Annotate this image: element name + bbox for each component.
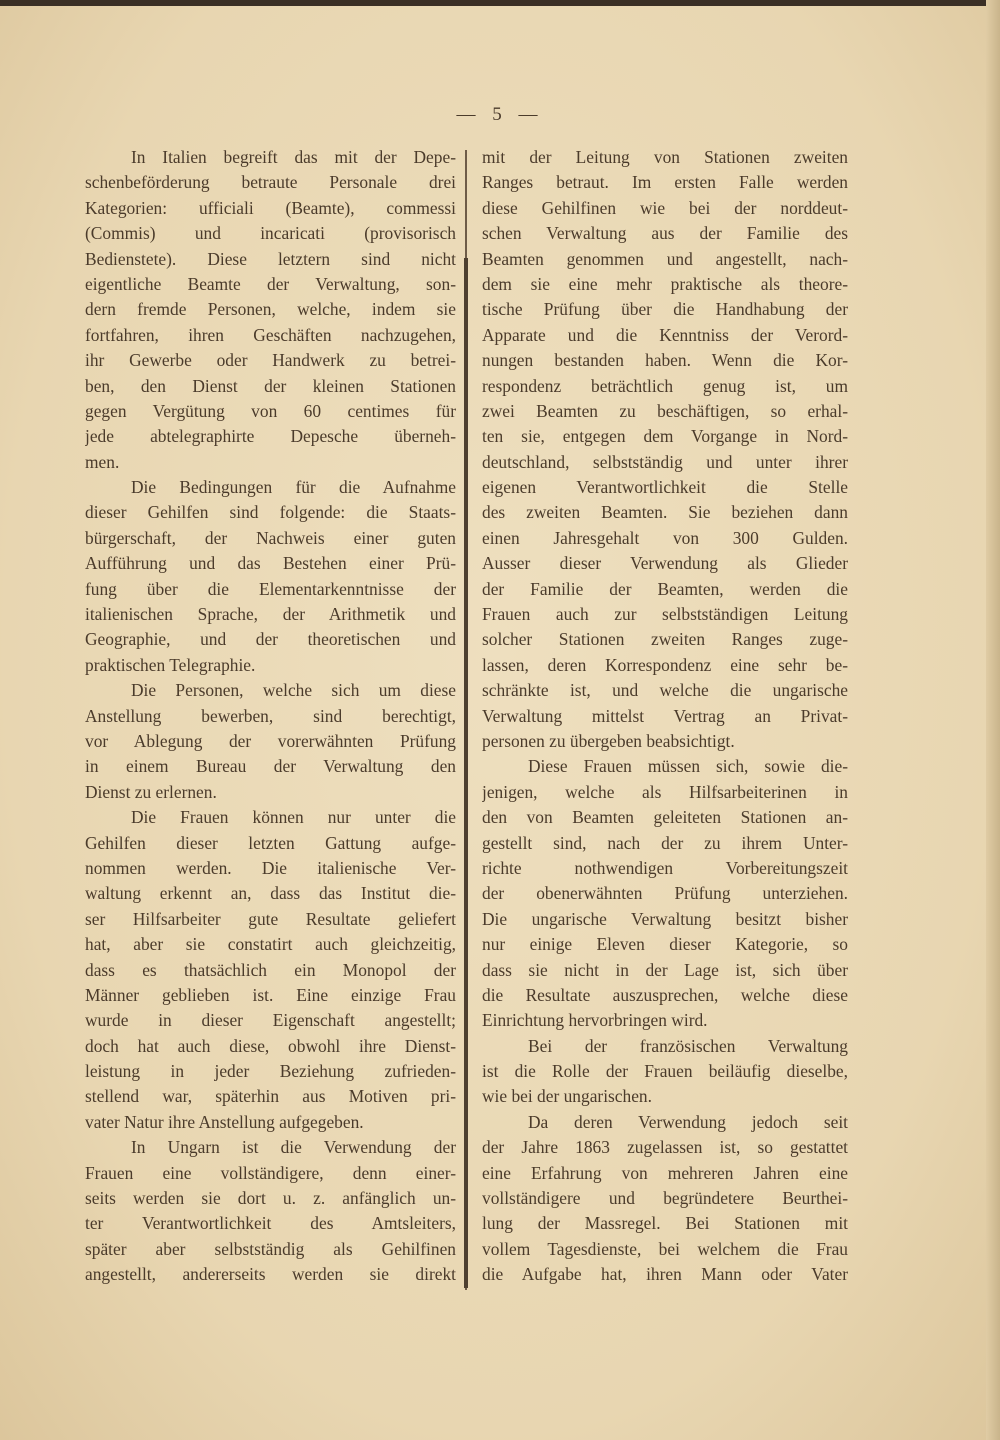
text-line: mit der Leitung von Stationen zweiten xyxy=(482,147,848,167)
paragraph xyxy=(482,145,848,754)
text-line: lung der Massregel. Bei Stationen mit xyxy=(482,1213,848,1234)
text-line: Frauen eine vollständigere, denn einer- xyxy=(85,1162,456,1183)
text-line: eigentliche Beamte der Verwaltung, son- xyxy=(85,273,456,294)
text-line: lassen, deren Korrespondenz eine sehr be- xyxy=(482,654,848,675)
paragraph xyxy=(85,1135,456,1287)
paragraph xyxy=(85,678,456,805)
text-line: fortfahren, ihren Geschäften nachzugehen, xyxy=(85,324,456,345)
text-line: waltung erkennt an, dass das Institut die- xyxy=(85,883,456,904)
text-line: ser Hilfsarbeiter gute Resultate geliefert xyxy=(85,908,456,929)
text-line: deutschland, selbstständig und unter ihrer xyxy=(482,451,848,472)
text-line: jenigen, welche als Hilfsarbeiterinen in xyxy=(482,781,848,802)
text-line: nungen bestanden haben. Wenn die Kor- xyxy=(482,350,848,371)
text-line: ten sie, entgegen dem Vorgange in Nord- xyxy=(482,426,848,447)
text-line: zwei Beamten zu beschäftigen, so erhal- xyxy=(482,400,848,421)
text-line: ben, den Dienst der kleinen Stationen xyxy=(85,375,456,396)
text-line: men. xyxy=(85,451,120,472)
text-line: Da deren Verwendung jedoch seit xyxy=(528,1111,848,1132)
text-line: Kategorien: ufficiali (Beamte), commessi xyxy=(85,197,456,218)
text-line: nur einige Eleven dieser Kategorie, so xyxy=(482,934,848,955)
text-line: der Jahre 1863 zugelassen ist, so gestattet xyxy=(482,1137,848,1158)
text-line: Männer geblieben ist. Eine einzige Frau xyxy=(85,984,456,1005)
text-line: jede abtelegraphirte Depesche überneh- xyxy=(85,426,456,447)
text-line: tische Prüfung über die Handhabung der xyxy=(482,299,848,320)
text-line: Verwaltung mittelst Vertrag an Privat- xyxy=(482,705,848,726)
text-line: (Commis) und incaricati (provisorisch xyxy=(85,223,456,244)
column-divider-rule xyxy=(464,258,468,1288)
text-line: Ranges betraut. Im ersten Falle werden xyxy=(482,172,848,193)
page-number: — 5 — xyxy=(456,104,544,125)
text-line: Frauen auch zur selbstständigen Leitung xyxy=(482,604,848,625)
text-line: Geographie, und der theoretischen und xyxy=(85,629,456,650)
text-line: vater Natur ihre Anstellung aufgegeben. xyxy=(85,1111,364,1132)
text-line: fung über die Elementarkenntnisse der xyxy=(85,578,456,599)
text-line: schränkte ist, und welche die ungarische xyxy=(482,680,848,701)
paragraph xyxy=(85,145,456,475)
text-line: Bedienstete). Diese letztern sind nicht xyxy=(85,248,456,269)
text-line: Ausser dieser Verwendung als Glieder xyxy=(482,553,848,574)
text-line: respondenz beträchtlich genug ist, um xyxy=(482,375,848,396)
text-line: gegen Vergütung von 60 centimes für xyxy=(85,400,456,421)
text-line: richte nothwendigen Vorbereitungszeit xyxy=(482,857,848,878)
paragraph xyxy=(482,754,848,1033)
page-top-edge xyxy=(0,0,1000,6)
text-line: dieser Gehilfen sind folgende: die Staats- xyxy=(85,502,456,523)
text-line: Die Bedingungen für die Aufnahme xyxy=(131,477,456,498)
text-line: wurde in dieser Eigenschaft angestellt; xyxy=(85,1010,456,1031)
text-line: Aufführung und das Bestehen einer Prü- xyxy=(85,553,456,574)
text-line: ist die Rolle der Frauen beiläufig dieselbe, xyxy=(482,1061,848,1082)
text-line: die Resultate auszusprechen, welche diese xyxy=(482,984,848,1005)
text-line: einen Jahresgehalt von 300 Gulden. xyxy=(482,527,848,548)
text-line: Apparate und die Kenntniss der Verord- xyxy=(482,324,848,345)
paragraph xyxy=(85,805,456,1135)
text-line: vollständigere und begründetere Beurthei- xyxy=(482,1188,848,1209)
text-line: die Aufgabe hat, ihren Mann oder Vater xyxy=(482,1264,848,1285)
paragraph xyxy=(482,1110,848,1288)
text-line: Einrichtung hervorbringen wird. xyxy=(482,1010,708,1031)
text-line: den von Beamten geleiteten Stationen an- xyxy=(482,807,848,828)
text-line: hat, aber sie constatirt auch gleichzeitig, xyxy=(85,934,456,955)
text-line: dem sie eine mehr praktische als theore- xyxy=(482,273,848,294)
text-line: Beamten genommen und angestellt, nach- xyxy=(482,248,848,269)
paragraph xyxy=(482,1034,848,1110)
text-line: in einem Bureau der Verwaltung den xyxy=(85,756,456,777)
text-line: eine Erfahrung von mehreren Jahren eine xyxy=(482,1162,848,1183)
text-line: italienischen Sprache, der Arithmetik und xyxy=(85,604,456,625)
text-line: Die Personen, welche sich um diese xyxy=(131,680,456,701)
text-line: stellend war, späterhin aus Motiven pri- xyxy=(85,1086,456,1107)
text-line: Dienst zu erlernen. xyxy=(85,781,217,802)
text-line: personen zu übergeben beabsichtigt. xyxy=(482,730,735,751)
text-line: der obenerwähnten Prüfung unterziehen. xyxy=(482,883,848,904)
text-line: ihr Gewerbe oder Handwerk zu betrei- xyxy=(85,350,456,371)
text-line: schenbeförderung betraute Personale drei xyxy=(85,172,456,193)
text-line: dass sie nicht in der Lage ist, sich über xyxy=(482,959,848,980)
page-right-edge xyxy=(986,0,1000,1440)
text-line: wie bei der ungarischen. xyxy=(482,1086,652,1107)
text-line: nommen werden. Die italienische Ver- xyxy=(85,857,456,878)
text-line: bürgerschaft, der Nachweis einer guten xyxy=(85,527,456,548)
left-column xyxy=(85,145,456,1288)
text-line: leistung in jeder Beziehung zufrieden- xyxy=(85,1061,456,1082)
text-line: solcher Stationen zweiten Ranges zuge- xyxy=(482,629,848,650)
text-line: In Ungarn ist die Verwendung der xyxy=(131,1137,456,1158)
text-line: In Italien begreift das mit der Depe- xyxy=(131,147,456,167)
right-column xyxy=(482,145,848,1288)
text-line: ter Verantwortlichkeit des Amtsleiters, xyxy=(85,1213,456,1234)
text-line: Bei der französischen Verwaltung xyxy=(528,1035,848,1056)
text-line: der Familie der Beamten, werden die xyxy=(482,578,848,599)
text-line: schen Verwaltung aus der Familie des xyxy=(482,223,848,244)
text-line: später aber selbstständig als Gehilfinen xyxy=(85,1238,456,1259)
text-line: Die ungarische Verwaltung besitzt bisher xyxy=(482,908,848,929)
paragraph xyxy=(85,475,456,678)
text-line: eigenen Verantwortlichkeit die Stelle xyxy=(482,477,848,498)
text-line: vor Ablegung der vorerwähnten Prüfung xyxy=(85,730,456,751)
text-line: diese Gehilfinen wie bei der norddeut- xyxy=(482,197,848,218)
text-line: praktischen Telegraphie. xyxy=(85,654,256,675)
text-line: doch hat auch diese, obwohl ihre Dienst- xyxy=(85,1035,456,1056)
text-line: Diese Frauen müssen sich, sowie die- xyxy=(528,756,848,777)
text-line: vollem Tagesdienste, bei welchem die Frau xyxy=(482,1238,848,1259)
text-line: Anstellung bewerben, sind berechtigt, xyxy=(85,705,456,726)
text-line: seits werden sie dort u. z. anfänglich un- xyxy=(85,1188,456,1209)
text-line: dass es thatsächlich ein Monopol der xyxy=(85,959,456,980)
text-line: Gehilfen dieser letzten Gattung aufge- xyxy=(85,832,456,853)
text-line: dern fremde Personen, welche, indem sie xyxy=(85,299,456,320)
text-line: gestellt sind, nach der zu ihrem Unter- xyxy=(482,832,848,853)
text-line: Die Frauen können nur unter die xyxy=(131,807,456,828)
text-line: des zweiten Beamten. Sie beziehen dann xyxy=(482,502,848,523)
text-line: angestellt, andererseits werden sie direkt xyxy=(85,1264,456,1285)
